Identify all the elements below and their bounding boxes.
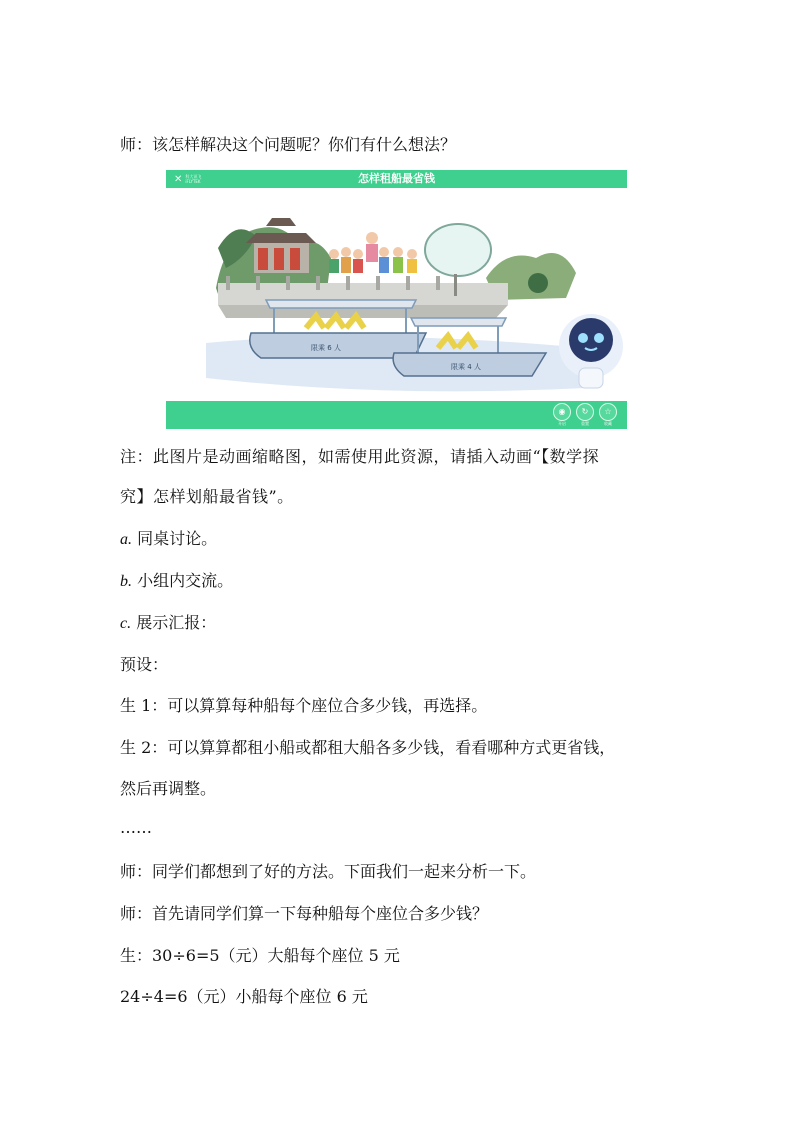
logo-subtext: iFLYTEK xyxy=(185,179,201,184)
student-answer-2-line-2: 然后再调整。 xyxy=(120,779,217,798)
animation-thumbnail[interactable] xyxy=(166,170,627,429)
open-control-label: 开启 xyxy=(558,421,566,426)
ellipsis: …… xyxy=(120,818,152,837)
reset-control-label: 重置 xyxy=(581,421,589,426)
note-line-2: 究】怎样划船最省钱”。 xyxy=(120,487,294,506)
preset-heading: 预设： xyxy=(120,655,169,674)
camera-icon[interactable]: ◉ xyxy=(553,403,571,421)
item-label: a. xyxy=(120,531,132,548)
boat-scene xyxy=(166,188,627,401)
note-line-1: 注：此图片是动画缩略图，如需使用此资源，请插入动画“【数学探 xyxy=(120,447,600,466)
logo-text: 科大讯飞 xyxy=(185,174,202,179)
teacher-line-2: 师：首先请同学们算一下每种船每个座位合多少钱？ xyxy=(120,904,489,923)
list-item xyxy=(120,613,216,634)
list-item xyxy=(120,571,233,592)
speech-bubble xyxy=(425,224,491,276)
logo-mark-icon: ✕ xyxy=(174,173,183,185)
children-group xyxy=(329,232,417,273)
item-label: c. xyxy=(120,615,132,632)
star-icon[interactable]: ☆ xyxy=(599,403,617,421)
refresh-icon[interactable]: ↻ xyxy=(576,403,594,421)
student-answer-1: 生 1：可以算算每种船每个座位合多少钱，再选择。 xyxy=(120,696,488,715)
item-text: 展示汇报： xyxy=(136,613,217,632)
calculation-1: 生：30÷6=5（元）大船每个座位 5 元 xyxy=(120,946,400,965)
item-text: 同桌讨论。 xyxy=(137,529,218,548)
calculation-2: 24÷4=6（元）小船每个座位 6 元 xyxy=(120,987,368,1006)
teacher-line-1: 师：同学们都想到了好的方法。下面我们一起来分析一下。 xyxy=(120,862,537,881)
small-boat-label: 限乘 4 人 xyxy=(451,363,481,371)
favorite-control[interactable] xyxy=(599,403,617,427)
reset-control[interactable] xyxy=(576,403,594,427)
student-answer-2-line-1: 生 2：可以算算都租小船或都租大船各多少钱，看看哪种方式更省钱， xyxy=(120,738,616,757)
item-text: 小组内交流。 xyxy=(137,571,234,590)
item-label: b. xyxy=(120,573,132,590)
intro-question: 师：该怎样解决这个问题呢？你们有什么想法？ xyxy=(120,135,457,154)
pavilion xyxy=(246,218,316,273)
big-boat-label: 限乘 6 人 xyxy=(311,344,341,352)
favorite-control-label: 收藏 xyxy=(604,421,612,426)
open-control[interactable] xyxy=(553,403,571,427)
list-item xyxy=(120,529,217,550)
slide-title: 怎样租船最省钱 xyxy=(358,172,435,185)
